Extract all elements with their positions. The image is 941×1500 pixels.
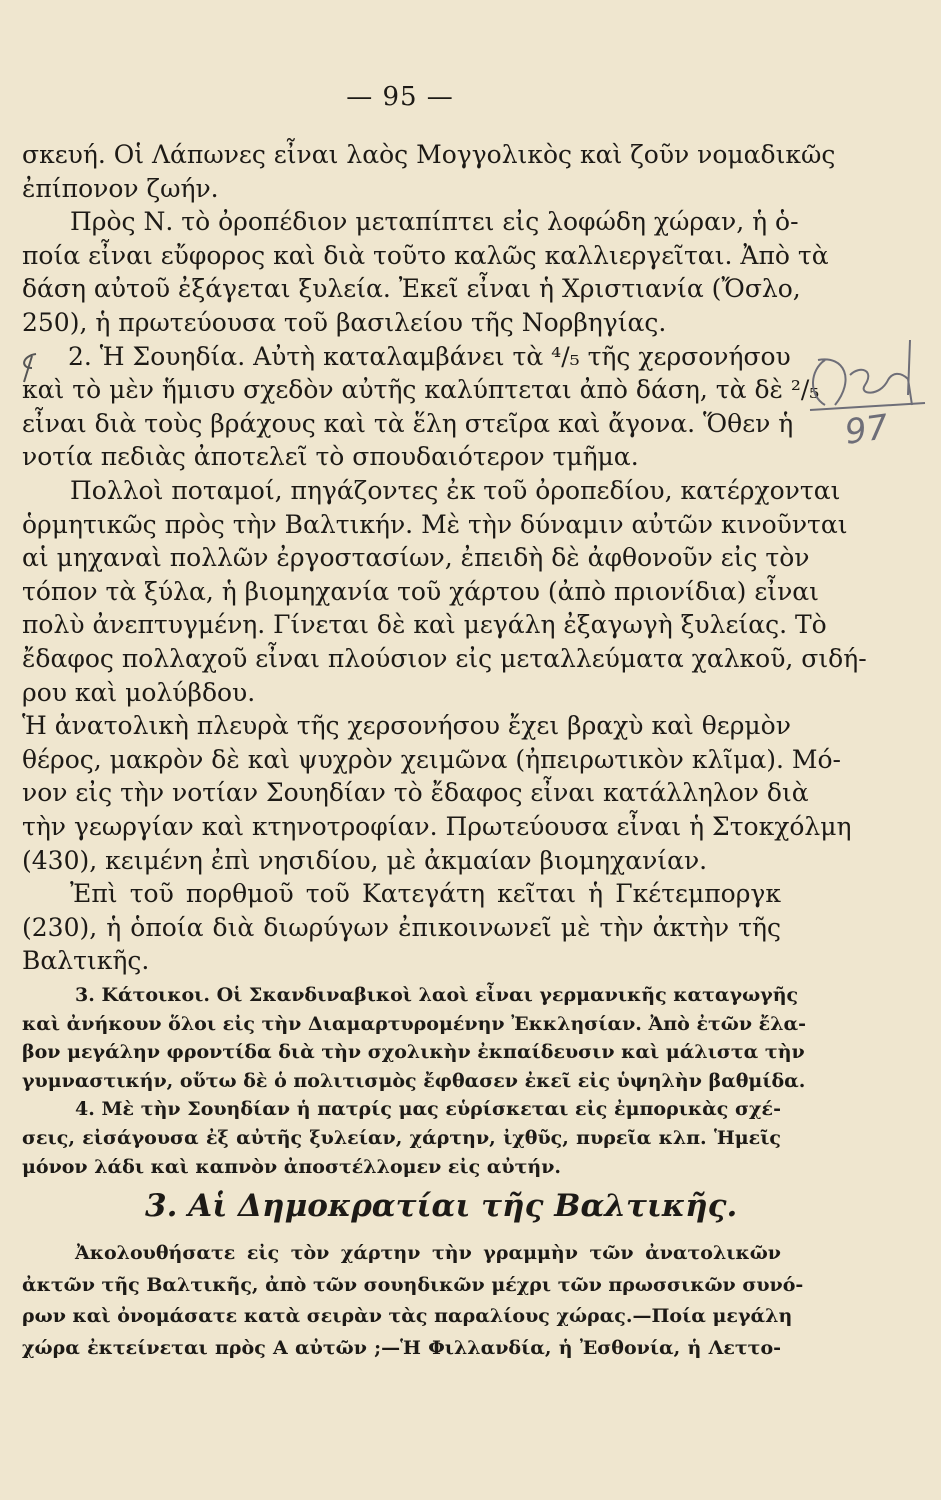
paragraph-lines-line: πολὺ ἀνεπτυγμένη. Γίνεται δὲ καὶ μεγάλη ἐξαγωγὴ ξυλείας. Τὸ — [22, 610, 827, 640]
paragraph-lines-line: 250), ἡ πρωτεύουσα τοῦ βασιλείου τῆς Νορβηγίας. — [22, 308, 667, 337]
paragraph-lines-line: νον εἰς τὴν νοτίαν Σουηδίαν τὸ ἔδαφος εἶναι κατάλληλον διὰ — [22, 778, 809, 808]
paragraph-lines-line: Βαλτικῆς. — [22, 946, 150, 976]
page-number: — 95 — — [346, 82, 454, 112]
paragraph-lines-line: ρου καὶ μολύβδου. — [22, 677, 256, 707]
small-lines-line: μόνον λάδι καὶ καπνὸν ἀποστέλλομεν εἰς αὐτήν. — [22, 1155, 561, 1178]
paragraph-lines-line: τὴν γεωργίαν καὶ κτηνοτροφίαν. Πρωτεύουσα εἶναι ἡ Στοκχόλμη — [22, 812, 852, 841]
section-lines-line: Ἀκολουθήσατε εἰς τὸν χάρτην τὴν γραμμὴν τῶν ἀνατολικῶν — [75, 1242, 781, 1264]
small-lines-line: σεις, εἰσάγουσα ἐξ αὐτῆς ξυλείαν, χάρτην, ἰχθῦς, πυρεῖα κλπ. Ἡμεῖς — [22, 1127, 781, 1149]
section-lines-line: χώρα ἐκτείνεται πρὸς Α αὐτῶν ;—Ἡ Φιλλανδία, ἡ Ἐσθονία, ἡ Λεττο- — [22, 1336, 781, 1359]
paragraph-lines-line: εἶναι διὰ τοὺς βράχους καὶ τὰ ἕλη στεῖρα καὶ ἄγονα. Ὅθεν ἡ — [22, 408, 794, 438]
paragraph-lines-line: (230), ἡ ὁποία διὰ διωρύγων ἐπικοινωνεῖ μὲ τὴν ἀκτὴν τῆς — [22, 912, 781, 942]
small-lines-line: γυμναστικήν, οὕτω δὲ ὁ πολιτισμὸς ἔφθασεν ἐκεῖ εἰς ὑψηλὴν βαθμίδα. — [22, 1069, 806, 1092]
check-mark-icon — [14, 350, 44, 386]
paragraph-lines-line: καὶ τὸ μὲν ἥμισυ σχεδὸν αὐτῆς καλύπτεται ἀπὸ δάση, τὰ δὲ ²/₅ — [22, 375, 820, 405]
paragraph-lines-line: νοτία πεδιὰς ἀποτελεῖ τὸ σπουδαιότερον τμῆμα. — [22, 442, 639, 472]
paragraph-lines-line: τόπον τὰ ξύλα, ἡ βιομηχανία τοῦ χάρτου (ἀπὸ πριονίδια) εἶναι — [22, 576, 819, 606]
paragraph-lines-line: δάση αὐτοῦ ἐξάγεται ξυλεία. Ἐκεῖ εἶναι ἡ Χριστιανία (Ὄσλο, — [22, 274, 801, 304]
paragraph-lines-line: Πολλοὶ ποταμοί, πηγάζοντες ἐκ τοῦ ὀροπεδίου, κατέρχονται — [70, 476, 841, 505]
paragraph-lines-line: 2. Ἡ Σουηδία. Αὐτὴ καταλαμβάνει τὰ ⁴/₅ τῆς χερσονήσου — [68, 341, 791, 371]
paragraph-lines-line: σκευή. Οἱ Λάπωνες εἶναι λαὸς Μογγολικὸς καὶ ζοῦν νομαδικῶς — [22, 140, 836, 169]
small-lines-line: βον μεγάλην φροντίδα διὰ τὴν σχολικὴν ἐκπαίδευσιν καὶ μάλιστα τὴν — [22, 1041, 805, 1064]
paragraph-lines-line: ἐπίπονον ζωήν. — [22, 173, 219, 203]
handwritten-page-note: 97 — [842, 407, 891, 453]
section-heading: 3. Αἱ Δημοκρατίαι τῆς Βαλτικῆς. — [145, 1188, 738, 1224]
section-lines-line: ἀκτῶν τῆς Βαλτικῆς, ἀπὸ τῶν σουηδικῶν μέχρι τῶν πρωσσικῶν συνό- — [22, 1273, 804, 1296]
paragraph-lines-line: ἔδαφος πολλαχοῦ εἶναι πλούσιον εἰς μεταλλεύματα χαλκοῦ, σιδή- — [22, 644, 867, 673]
small-lines-line: καὶ ἀνήκουν ὅλοι εἰς τὴν Διαμαρτυρομένην Ἐκκλησίαν. Ἀπὸ ἐτῶν ἔλα- — [22, 1012, 807, 1035]
small-lines-line: 4. Μὲ τὴν Σουηδίαν ἡ πατρίς μας εὑρίσκεται εἰς ἐμπορικὰς σχέ- — [75, 1098, 781, 1121]
paragraph-lines-line: Ἐπὶ τοῦ πορθμοῦ τοῦ Κατεγάτη κεῖται ἡ Γκέτεμποργκ — [70, 879, 781, 909]
section-lines-line: ρων καὶ ὀνομάσατε κατὰ σειρὰν τὰς παραλίους χώρας.—Ποία μεγάλη — [22, 1305, 793, 1327]
paragraph-lines-line: Ἡ ἀνατολικὴ πλευρὰ τῆς χερσονήσου ἔχει βραχὺ καὶ θερμὸν — [22, 711, 791, 741]
small-lines-line: 3. Κάτοικοι. Οἱ Σκανδιναβικοὶ λαοὶ εἶναι γερμανικῆς καταγωγῆς — [75, 984, 799, 1006]
paragraph-lines-line: θέρος, μακρὸν δὲ καὶ ψυχρὸν χειμῶνα (ἠπειρωτικὸν κλῖμα). Μό- — [22, 744, 841, 774]
paragraph-lines-line: ὁρμητικῶς πρὸς τὴν Βαλτικήν. Μὲ τὴν δύναμιν αὐτῶν κινοῦνται — [22, 509, 848, 539]
paragraph-lines-line: ποία εἶναι εὔφορος καὶ διὰ τοῦτο καλῶς καλλιεργεῖται. Ἀπὸ τὰ — [22, 240, 829, 270]
paragraph-lines-line: (430), κειμένη ἐπὶ νησιδίου, μὲ ἀκμαίαν βιομηχανίαν. — [22, 845, 708, 875]
paragraph-lines-line: Πρὸς Ν. τὸ ὀροπέδιον μεταπίπτει εἰς λοφώδη χώραν, ἡ ὁ- — [70, 207, 799, 237]
paragraph-lines-line: αἱ μηχαναὶ πολλῶν ἐργοστασίων, ἐπειδὴ δὲ ἀφθονοῦν εἰς τὸν — [22, 543, 810, 573]
